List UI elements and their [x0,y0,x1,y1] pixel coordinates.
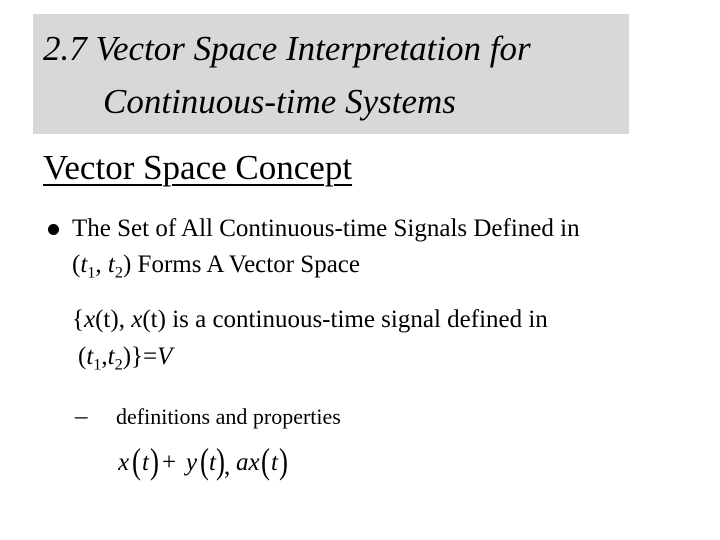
set-description: is a continuous-time signal defined in [165,306,548,333]
v-var: V [157,343,173,370]
formula-x: x [118,449,130,476]
formula-ax: ax [236,449,260,476]
t-arg-2: (t) [142,306,166,333]
t2-sub: 2 [114,263,123,282]
formula-plus: + [162,449,177,476]
title-line-2: Continuous-time Systems [103,82,456,121]
set-definition-line-2 [78,342,172,372]
formula-t1: t [142,449,149,476]
paren-open-2: ( [78,343,87,370]
t1-var: t [80,251,88,278]
t1-var-2: t [86,343,94,370]
set-close: )}= [122,343,158,370]
bullet-text-line-2 [72,250,360,280]
formula-paren-close-2: ) [216,442,225,481]
t2-var-2: t [107,343,115,370]
dash-bullet-icon: – [75,403,88,430]
brace-open: { [72,306,84,333]
x-var-2: x [131,306,143,333]
bullet-text-line-1: The Set of All Continuous-time Signals Defined in [72,215,580,242]
title-line-1: 2.7 Vector Space Interpretation for [43,29,531,68]
formula [118,442,308,484]
t-arg-1: (t) [95,306,119,333]
separator: , [118,306,132,333]
formula-paren-open-1: ( [132,442,141,481]
formula-comma: , [224,453,231,480]
bullet-dot-icon [48,224,59,235]
formula-paren-close-3: ) [279,442,288,481]
sub-bullet-text: definitions and properties [116,404,341,429]
t1-sub: 1 [87,263,96,282]
paren-open: ( [72,251,81,278]
formula-t3: t [271,449,278,476]
formula-paren-close-1: ) [150,442,159,481]
formula-paren-open-2: ( [200,442,209,481]
section-heading: Vector Space Concept [43,148,353,187]
comma: , [95,251,108,278]
comma-2: , [101,343,108,370]
x-var-1: x [84,306,96,333]
formula-y: y [186,449,198,476]
formula-t2: t [209,449,216,476]
t1-sub-2: 1 [93,355,102,374]
t2-sub-2: 2 [114,355,123,374]
formula-paren-open-3: ( [261,442,270,481]
set-definition-line-1 [72,305,548,335]
bullet-line-2-rest: ) Forms A Vector Space [122,251,360,278]
title-box [33,14,629,134]
t2-var: t [107,251,115,278]
